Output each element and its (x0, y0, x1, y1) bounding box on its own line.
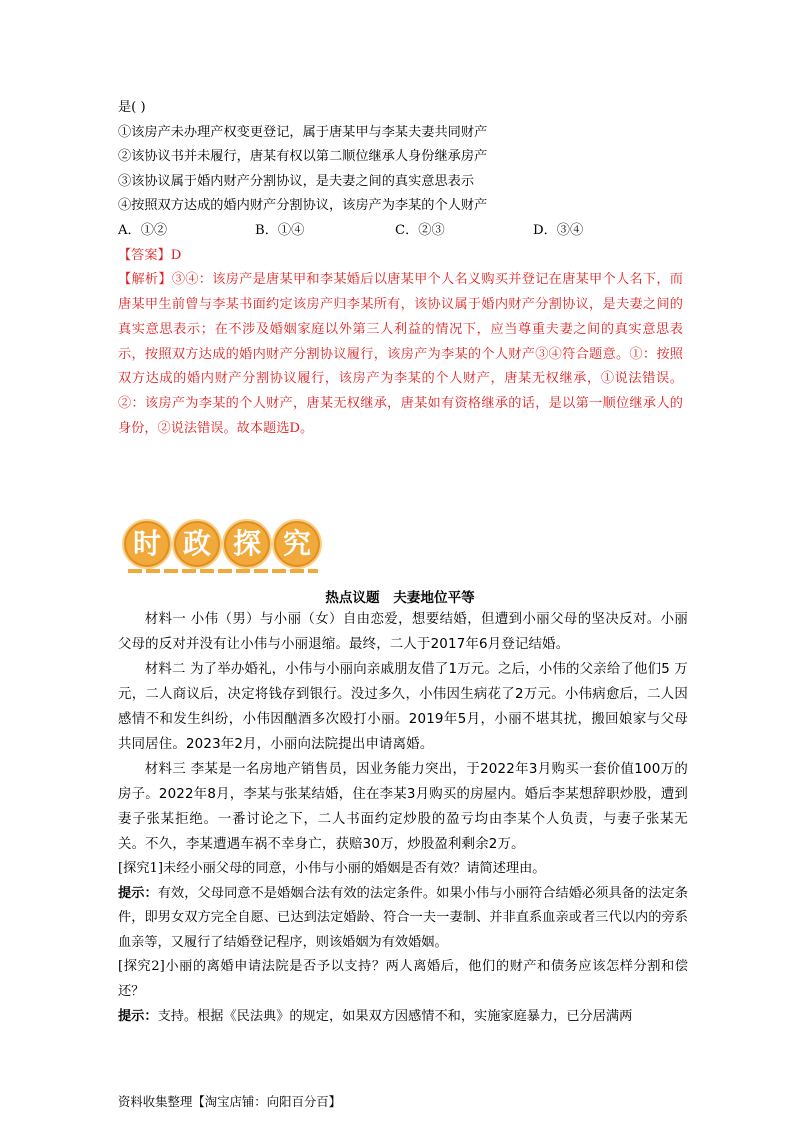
hint-label: 提示： (118, 1008, 158, 1024)
banner-char: 探 (222, 519, 272, 569)
question-item: ④按照双方达成的婚内财产分割协议，该房产为李某的个人财产 (118, 198, 488, 214)
answer-line: 【答案】D (118, 247, 182, 263)
topic-heading: 热点议题 夫妻地位平等 (325, 590, 475, 606)
hint-text: 有效，父母同意不是婚姻合法有效的法定条件。如果小伟与小丽符合结婚必须具备的法定条件，即男女双方完全自愿、已达到法定婚龄、符合一夫一妻制、并非直系血亲或者三代以内的旁系血亲等，又履行了结婚登记程序，则该婚姻为有效婚姻。 (118, 885, 689, 950)
analysis-paragraph: 【解析】③④：该房产是唐某甲和李某婚后以唐某甲个人名义购买并登记在唐某甲个人名下，而唐某甲生前曾与李某书面约定该房产归李某所有，该协议属于婚内财产分割协议，是夫妻之间的真实意思表示；在不涉及婚姻家庭以外第三人利益的情况下，应当尊重夫妻之间的真实意思表示，按照双方达成的婚内财产分割协议履行，该房产为李某的个人财产③④符合题意。①：按照双方达成的婚内财产分割协议履行，该房产为李某的个人财产，唐某无权继承，①说法错误。②：该房产为李某的个人财产，唐某无权继承，唐某如有资格继承的话，是以第一顺位继承人的身份，②说法错误。故本题选D。 (118, 272, 683, 436)
question-item: ③该协议属于婚内财产分割协议，是夫妻之间的真实意思表示 (118, 173, 475, 189)
banner-char: 究 (272, 519, 322, 569)
material-paragraph: 材料三 李某是一名房地产销售员，因业务能力突出，于2022年3月购买一套价值100万的房子。2022年8月，李某与张某结婚，住在李某3月购买的房屋内。婚后李某想辞职炒股，遭到妻子张某拒绝。一番讨论之下，二人书面约定炒股的盈亏均由李某个人负责，与妻子张某无关。不久，李某遭遇车祸不幸身亡，获赔30万，炒股盈利剩余2万。 (118, 762, 688, 852)
materials-section (118, 607, 688, 1029)
question-block (118, 96, 688, 442)
inquiry-2-hint (118, 1005, 688, 1030)
option-d: D．③④ (533, 222, 584, 238)
answer-options (118, 219, 688, 244)
material-paragraph: 材料二 为了举办婚礼，小伟与小丽向亲戚朋友借了1万元。之后，小伟的父亲给了他们5 万元，二人商议后，决定将钱存到银行。没过多久，小伟因生病花了2万元。小伟病愈后，二人因感情不和发生纠纷，小伟因酗酒多次殴打小丽。2019年5月，小丽不堪其扰，搬回娘家与父母共同居住。2023年2月，小丽向法院提出申请离婚。 (118, 662, 688, 752)
option-b: B．①④ (255, 222, 305, 238)
inquiry-2-question: [探究2]小丽的离婚申请法院是否予以支持？两人离婚后，他们的财产和债务应该怎样分割和偿还？ (118, 959, 688, 999)
question-stem-tail: 是( ) (118, 100, 146, 115)
page-footer: 资料收集整理【淘宝店铺：向阳百分百】 (118, 1094, 342, 1109)
material-paragraph: 材料一 小伟（男）与小丽（女）自由恋爱，想要结婚，但遭到小丽父母的坚决反对。小丽父母的反对并没有让小伟与小丽退缩。最终，二人于2017年6月登记结婚。 (118, 612, 688, 652)
banner-underline (128, 569, 318, 573)
banner-char: 时 (122, 519, 172, 569)
hint-text: 支持。根据《民法典》的规定，如果双方因感情不和，实施家庭暴力，已分居满两 (157, 1008, 633, 1024)
question-item: ②该协议书并未履行，唐某有权以第二顺位继承人身份继承房产 (118, 149, 488, 165)
question-item: ①该房产未办理产权变更登记，属于唐某甲与李某夫妻共同财产 (118, 124, 488, 140)
option-a: A．①② (118, 222, 168, 238)
current-affairs-banner (122, 515, 328, 575)
hint-label: 提示： (118, 885, 158, 901)
inquiry-1-question: [探究1]未经小丽父母的同意，小伟与小丽的婚姻是否有效？请简述理由。 (118, 861, 546, 876)
inquiry-1-hint (118, 882, 688, 956)
option-c: C．②③ (395, 222, 445, 238)
banner-char: 政 (172, 519, 222, 569)
